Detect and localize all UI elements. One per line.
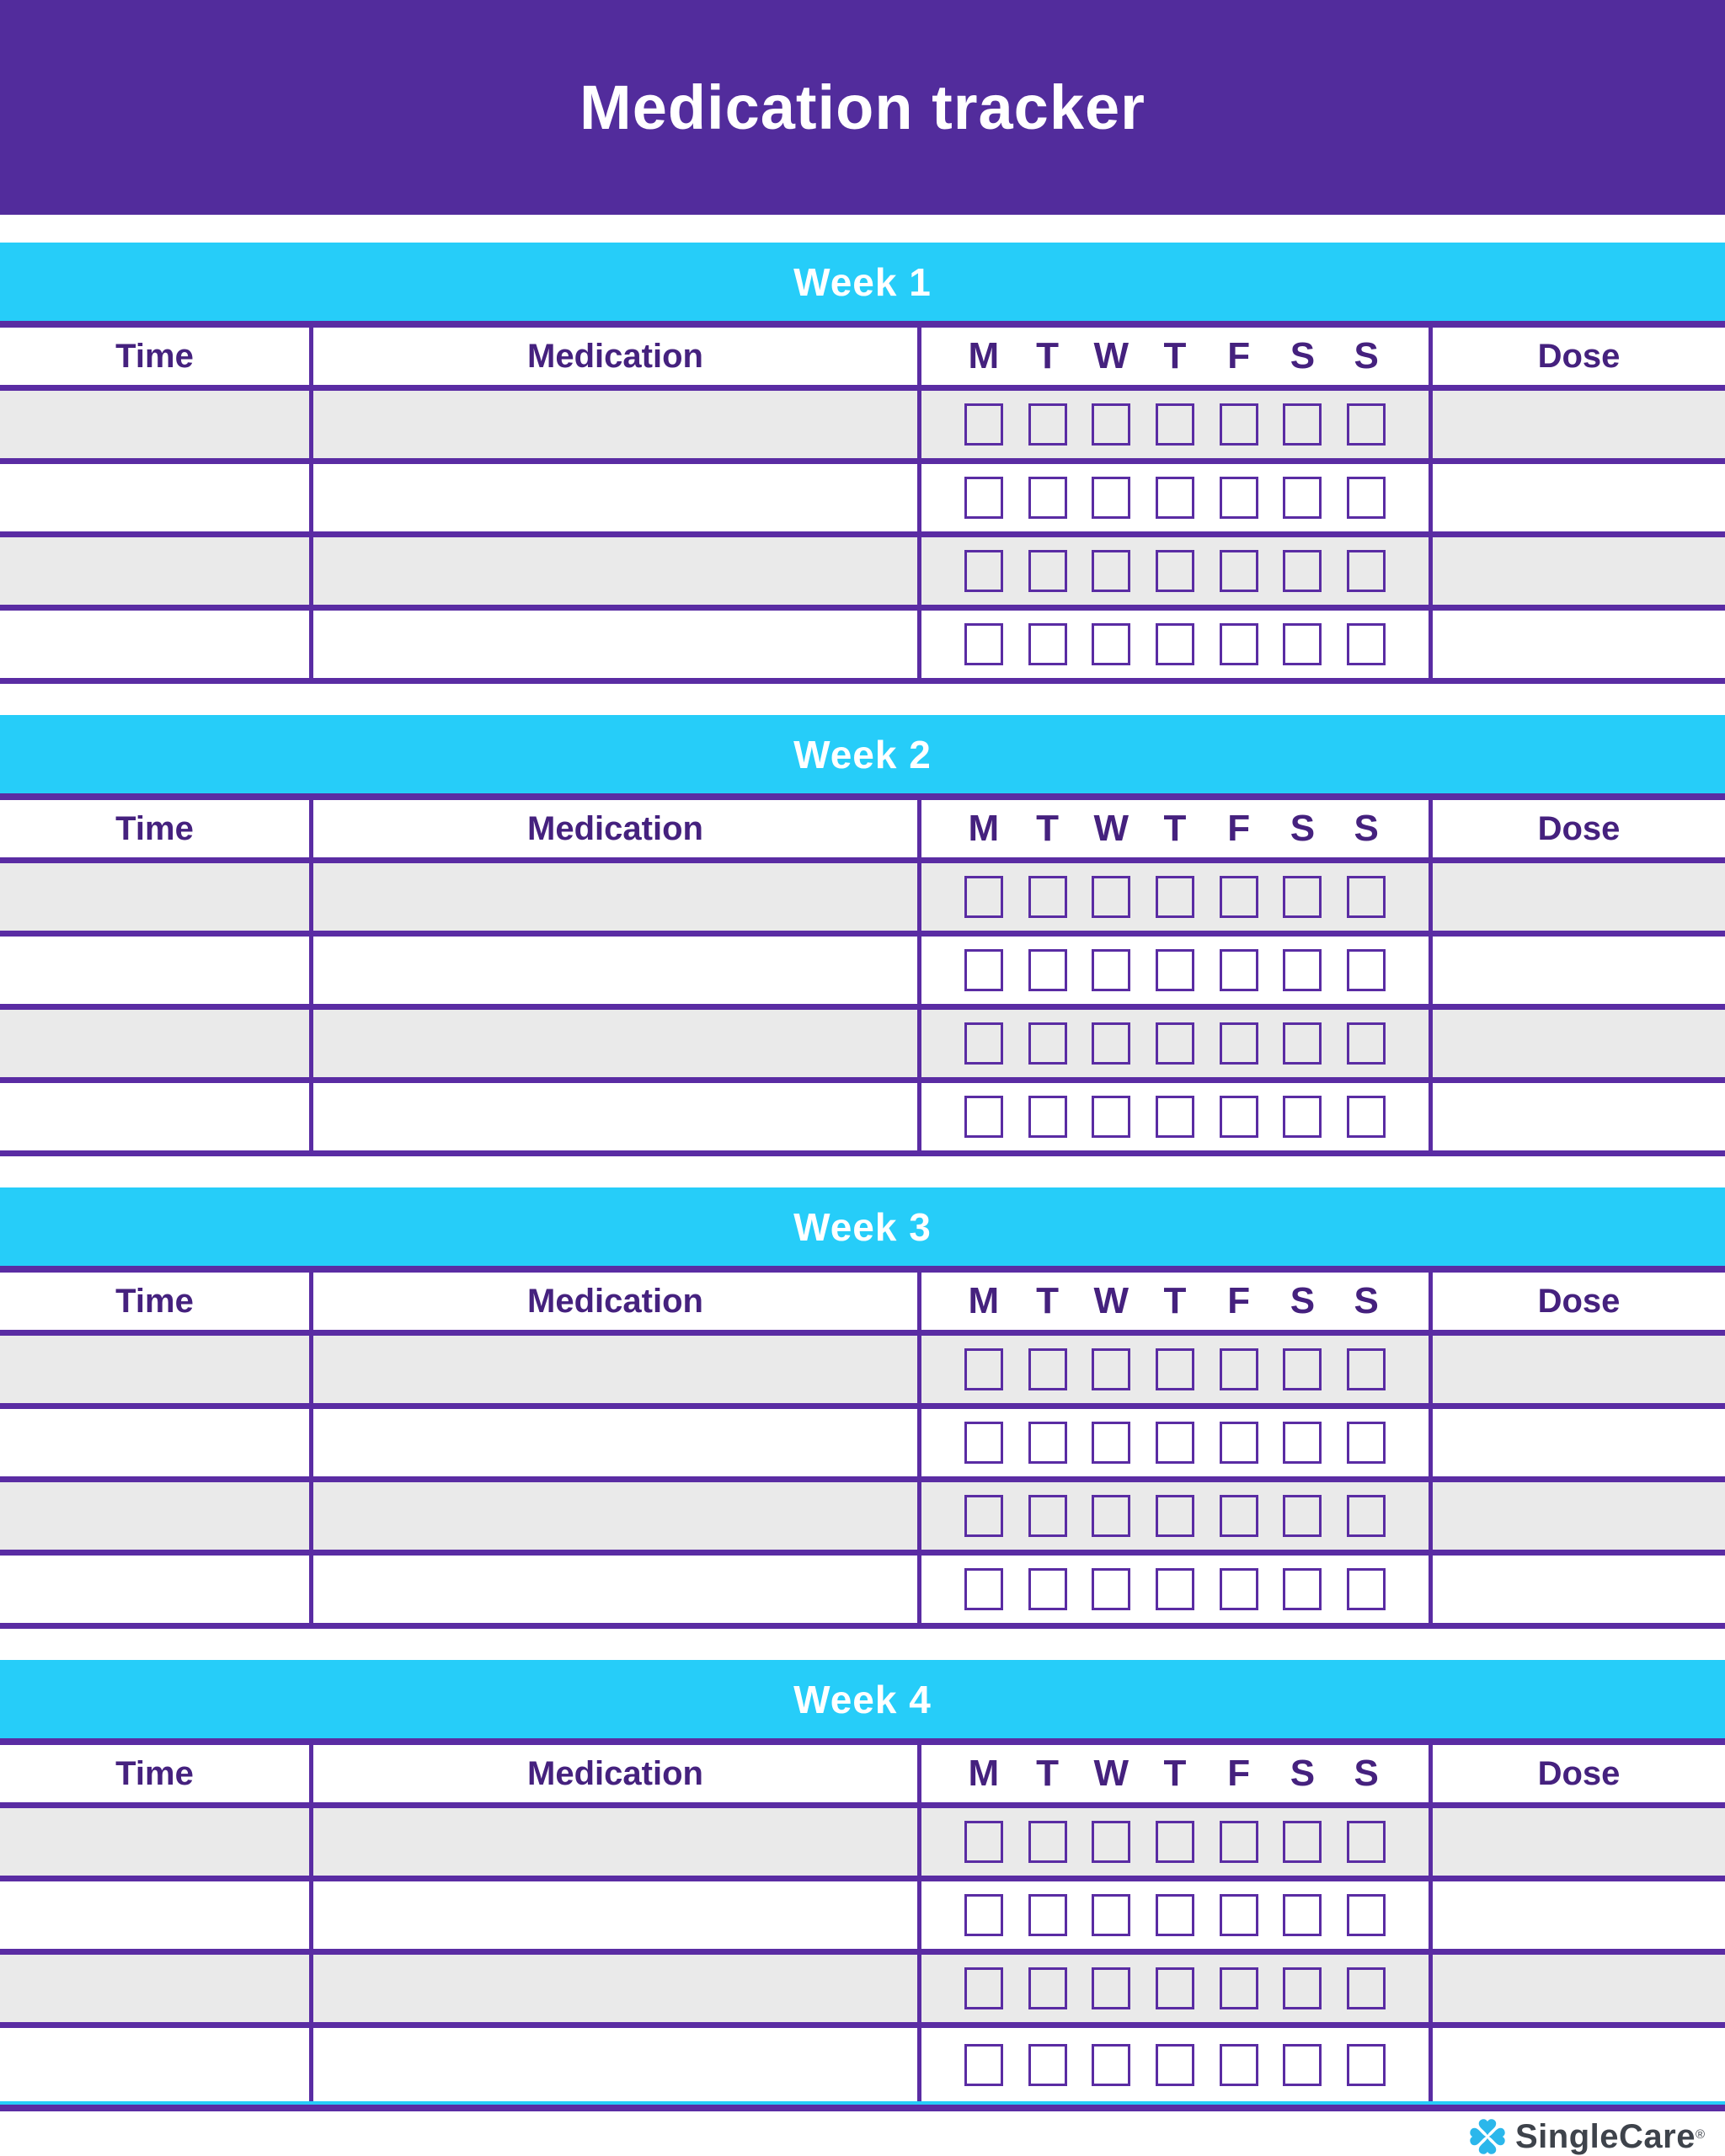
week-4-row-1-time-field[interactable] [0,1808,313,1876]
week-1-row-2 [0,464,1725,537]
week-4-row-3-checkbox-5-f[interactable] [1220,1967,1258,2009]
week-2-row-3-dose-field[interactable] [1433,1010,1725,1077]
week-1-row-4-medication-field[interactable] [313,611,921,678]
week-4-row-1 [0,1808,1725,1881]
week-3-row-1-checkbox-1-m[interactable] [964,1348,1003,1390]
week-3-row-3-time-field[interactable] [0,1482,313,1550]
day-header-7-s: S [1354,808,1379,849]
week-4-row-4 [0,2028,1725,2101]
day-header-3-w: W [1093,335,1130,376]
week-3-row-4-checkbox-1-m[interactable] [964,1568,1003,1610]
week-3-row-3-checkbox-4-t[interactable] [1156,1495,1194,1537]
day-header-3-w: W [1093,808,1130,849]
week-3-row-4-medication-field[interactable] [313,1556,921,1623]
day-header-2-t: T [1036,1280,1059,1321]
week-4-row-3-checkbox-6-s[interactable] [1283,1967,1322,2009]
week-3-row-4-checkbox-3-w[interactable] [1092,1568,1130,1610]
week-4-row-1-checkbox-6-s[interactable] [1283,1821,1322,1863]
footer [0,2111,1725,2156]
week-3-row-1-checkbox-6-s[interactable] [1283,1348,1322,1390]
week-3-row-4-checkbox-7-s[interactable] [1347,1568,1386,1610]
week-3-day-column-headers [921,1273,1433,1330]
week-2-row-3-checkbox-7-s[interactable] [1347,1022,1386,1065]
day-header-5-f: F [1227,808,1251,849]
week-2-row-1-checkbox-5-f[interactable] [1220,876,1258,918]
week-3-row-2-checkbox-1-m[interactable] [964,1422,1003,1464]
week-2-row-4-dose-field[interactable] [1433,1083,1725,1150]
week-2-row-1-checkbox-1-m[interactable] [964,876,1003,918]
week-4-row-2-medication-field[interactable] [313,1881,921,1949]
week-2-row-2-checkbox-2-t[interactable] [1028,949,1067,991]
week-4-row-2-dose-field[interactable] [1433,1881,1725,1949]
week-1-row-1-checkbox-6-s[interactable] [1283,403,1322,446]
week-1-row-4-checkbox-7-s[interactable] [1347,623,1386,665]
week-3-row-4 [0,1556,1725,1629]
week-3-row-2-checkbox-6-s[interactable] [1283,1422,1322,1464]
week-3-row-1-checkbox-2-t[interactable] [1028,1348,1067,1390]
week-2-section [0,715,1725,1156]
week-4-banner [0,1660,1725,1738]
singlecare-clover-icon [1468,2117,1507,2156]
day-header-4-t: T [1163,808,1187,849]
week-3-row-1-checkbox-3-w[interactable] [1092,1348,1130,1390]
week-2-row-3 [0,1010,1725,1083]
week-4-row-4-dose-field[interactable] [1433,2028,1725,2101]
week-1-row-3-checkbox-3-w[interactable] [1092,550,1130,592]
week-2-row-1-checkbox-6-s[interactable] [1283,876,1322,918]
week-1-row-3-day-checkboxes [921,537,1433,605]
week-2-row-2 [0,937,1725,1010]
week-1-dose-column-header: Dose [1537,337,1621,375]
week-4-row-3-day-checkboxes [921,1955,1433,2022]
week-4-row-3-checkbox-7-s[interactable] [1347,1967,1386,2009]
week-4-row-3-checkbox-3-w[interactable] [1092,1967,1130,2009]
week-1-row-1-checkbox-4-t[interactable] [1156,403,1194,446]
week-4-time-column-header: Time [0,1745,313,1802]
week-1-row-2-medication-field[interactable] [313,464,921,531]
week-3-row-1-medication-field[interactable] [313,1336,921,1403]
week-1-row-3 [0,537,1725,611]
week-1-section [0,243,1725,684]
week-3-row-2-dose-field[interactable] [1433,1409,1725,1476]
day-header-3-w: W [1093,1280,1130,1321]
week-4-row-3-checkbox-1-m[interactable] [964,1967,1003,2009]
week-1-row-1-checkbox-5-f[interactable] [1220,403,1258,446]
week-3-row-3-checkbox-5-f[interactable] [1220,1495,1258,1537]
week-2-row-4-checkbox-5-f[interactable] [1220,1096,1258,1138]
week-2-row-1-medication-field[interactable] [313,863,921,931]
day-header-5-f: F [1227,335,1251,376]
week-4-column-header-row [0,1738,1725,1808]
week-1-row-2-checkbox-6-s[interactable] [1283,477,1322,519]
week-2-row-2-dose-field[interactable] [1433,937,1725,1004]
week-1-row-1-checkbox-1-m[interactable] [964,403,1003,446]
week-1-column-header-row [0,321,1725,391]
week-1-row-3-medication-field[interactable] [313,537,921,605]
week-4-row-2-checkbox-4-t[interactable] [1156,1894,1194,1936]
week-2-row-2-checkbox-6-s[interactable] [1283,949,1322,991]
week-4-label: Week 4 [793,1677,932,1721]
week-3-row-2-day-checkboxes [921,1409,1433,1476]
week-1-time-column-header: Time [0,328,313,385]
week-3-row-3-checkbox-1-m[interactable] [964,1495,1003,1537]
week-2-row-2-medication-field[interactable] [313,937,921,1004]
week-4-section [0,1660,1725,2101]
week-2-time-column-header: Time [0,800,313,857]
week-3-row-2-checkbox-7-s[interactable] [1347,1422,1386,1464]
day-header-6-s: S [1290,808,1316,849]
day-header-2-t: T [1036,335,1059,376]
week-1-row-1 [0,391,1725,464]
week-4-row-1-checkbox-2-t[interactable] [1028,1821,1067,1863]
week-4-dose-column-header: Dose [1537,1754,1621,1792]
week-2-label: Week 2 [793,732,932,776]
week-2-medication-column-header: Medication [313,800,921,857]
week-4-row-3-time-field[interactable] [0,1955,313,2022]
week-1-row-1-time-field[interactable] [0,391,313,458]
week-3-row-4-checkbox-5-f[interactable] [1220,1568,1258,1610]
week-3-time-column-header: Time [0,1273,313,1330]
week-2-row-1-checkbox-2-t[interactable] [1028,876,1067,918]
week-4-medication-column-header: Medication [313,1745,921,1802]
week-3-row-4-checkbox-6-s[interactable] [1283,1568,1322,1610]
week-4-row-2-checkbox-5-f[interactable] [1220,1894,1258,1936]
week-2-row-4 [0,1083,1725,1156]
week-1-row-3-time-field[interactable] [0,537,313,605]
week-4-row-4-checkbox-1-m[interactable] [964,2044,1003,2086]
week-2-row-4-checkbox-6-s[interactable] [1283,1096,1322,1138]
day-header-2-t: T [1036,1753,1059,1794]
week-1-row-3-checkbox-4-t[interactable] [1156,550,1194,592]
week-1-row-1-checkbox-2-t[interactable] [1028,403,1067,446]
week-1-row-4-day-checkboxes [921,611,1433,678]
week-2-row-2-checkbox-4-t[interactable] [1156,949,1194,991]
week-2-banner [0,715,1725,793]
day-header-7-s: S [1354,335,1379,376]
week-1-row-2-checkbox-7-s[interactable] [1347,477,1386,519]
week-3-row-2-checkbox-2-t[interactable] [1028,1422,1067,1464]
week-3-row-2 [0,1409,1725,1482]
week-4-day-column-headers [921,1745,1433,1802]
week-4-row-2-checkbox-1-m[interactable] [964,1894,1003,1936]
week-2-row-2-day-checkboxes [921,937,1433,1004]
day-header-7-s: S [1354,1280,1379,1321]
week-1-row-1-day-checkboxes [921,391,1433,458]
week-2-row-1-checkbox-7-s[interactable] [1347,876,1386,918]
tracker-body [0,243,1725,2111]
week-1-row-4-checkbox-6-s[interactable] [1283,623,1322,665]
week-4-row-4-checkbox-6-s[interactable] [1283,2044,1322,2086]
week-3-row-4-checkbox-4-t[interactable] [1156,1568,1194,1610]
week-2-row-3-medication-field[interactable] [313,1010,921,1077]
week-3-row-1-day-checkboxes [921,1336,1433,1403]
week-3-row-3-dose-field[interactable] [1433,1482,1725,1550]
week-4-row-4-day-checkboxes [921,2028,1433,2101]
week-2-row-4-time-field[interactable] [0,1083,313,1150]
week-3-row-1-dose-field[interactable] [1433,1336,1725,1403]
week-1-row-4-checkbox-5-f[interactable] [1220,623,1258,665]
week-1-row-3-checkbox-1-m[interactable] [964,550,1003,592]
week-4-row-1-checkbox-7-s[interactable] [1347,1821,1386,1863]
week-1-row-4-checkbox-3-w[interactable] [1092,623,1130,665]
week-1-row-1-checkbox-7-s[interactable] [1347,403,1386,446]
week-4-row-4-checkbox-3-w[interactable] [1092,2044,1130,2086]
day-header-1-m: M [968,808,1000,849]
week-4-row-2 [0,1881,1725,1955]
week-1-banner [0,243,1725,321]
week-2-row-3-checkbox-6-s[interactable] [1283,1022,1322,1065]
week-2-row-1 [0,863,1725,937]
day-header-6-s: S [1290,1753,1316,1794]
day-header-1-m: M [968,335,1000,376]
week-3-row-3-checkbox-6-s[interactable] [1283,1495,1322,1537]
week-4-row-1-checkbox-3-w[interactable] [1092,1821,1130,1863]
week-2-row-3-checkbox-2-t[interactable] [1028,1022,1067,1065]
week-1-row-3-checkbox-7-s[interactable] [1347,550,1386,592]
week-4-row-3-dose-field[interactable] [1433,1955,1725,2022]
week-1-row-4-checkbox-1-m[interactable] [964,623,1003,665]
week-4-row-4-checkbox-5-f[interactable] [1220,2044,1258,2086]
brand-name: SingleCare [1514,2117,1696,2155]
week-3-row-4-time-field[interactable] [0,1556,313,1623]
week-4-row-3-checkbox-4-t[interactable] [1156,1967,1194,2009]
week-2-row-4-day-checkboxes [921,1083,1433,1150]
week-4-row-2-checkbox-3-w[interactable] [1092,1894,1130,1936]
week-3-row-1 [0,1336,1725,1409]
week-1-row-4-checkbox-2-t[interactable] [1028,623,1067,665]
week-1-row-1-dose-field[interactable] [1433,391,1725,458]
week-3-row-1-checkbox-4-t[interactable] [1156,1348,1194,1390]
week-3-row-2-time-field[interactable] [0,1409,313,1476]
week-3-row-1-checkbox-7-s[interactable] [1347,1348,1386,1390]
week-2-row-2-time-field[interactable] [0,937,313,1004]
week-2-row-3-time-field[interactable] [0,1010,313,1077]
week-2-row-1-checkbox-3-w[interactable] [1092,876,1130,918]
week-2-row-2-checkbox-7-s[interactable] [1347,949,1386,991]
week-4-row-4-checkbox-2-t[interactable] [1028,2044,1067,2086]
week-1-row-2-checkbox-4-t[interactable] [1156,477,1194,519]
week-4-row-2-checkbox-6-s[interactable] [1283,1894,1322,1936]
week-3-row-3-checkbox-2-t[interactable] [1028,1495,1067,1537]
week-1-row-4 [0,611,1725,684]
week-2-row-1-time-field[interactable] [0,863,313,931]
day-header-4-t: T [1163,1280,1187,1321]
week-4-row-1-dose-field[interactable] [1433,1808,1725,1876]
day-header-5-f: F [1227,1753,1251,1794]
week-1-row-4-checkbox-4-t[interactable] [1156,623,1194,665]
week-1-row-4-time-field[interactable] [0,611,313,678]
week-1-row-4-dose-field[interactable] [1433,611,1725,678]
week-2-row-4-checkbox-7-s[interactable] [1347,1096,1386,1138]
week-4-row-1-checkbox-5-f[interactable] [1220,1821,1258,1863]
week-3-column-header-row [0,1266,1725,1336]
week-1-row-2-checkbox-2-t[interactable] [1028,477,1067,519]
week-3-dose-column-header: Dose [1537,1282,1621,1320]
week-1-row-2-checkbox-3-w[interactable] [1092,477,1130,519]
week-4-row-2-day-checkboxes [921,1881,1433,1949]
day-header-6-s: S [1290,1280,1316,1321]
week-4-row-3-medication-field[interactable] [313,1955,921,2022]
week-4-row-4-checkbox-4-t[interactable] [1156,2044,1194,2086]
week-3-row-2-checkbox-3-w[interactable] [1092,1422,1130,1464]
week-3-section [0,1187,1725,1629]
week-3-row-3-day-checkboxes [921,1482,1433,1550]
week-3-row-3-checkbox-3-w[interactable] [1092,1495,1130,1537]
week-4-row-1-day-checkboxes [921,1808,1433,1876]
week-1-row-3-checkbox-2-t[interactable] [1028,550,1067,592]
week-4-row-3 [0,1955,1725,2028]
week-2-row-3-day-checkboxes [921,1010,1433,1077]
day-header-4-t: T [1163,1753,1187,1794]
week-4-row-2-checkbox-2-t[interactable] [1028,1894,1067,1936]
week-3-row-1-checkbox-5-f[interactable] [1220,1348,1258,1390]
week-3-row-1-time-field[interactable] [0,1336,313,1403]
week-2-row-1-day-checkboxes [921,863,1433,931]
week-4-row-4-time-field[interactable] [0,2028,313,2101]
week-2-row-3-checkbox-1-m[interactable] [964,1022,1003,1065]
week-2-dose-column-header: Dose [1537,809,1621,847]
week-2-row-3-checkbox-4-t[interactable] [1156,1022,1194,1065]
week-4-row-3-checkbox-2-t[interactable] [1028,1967,1067,2009]
day-header-1-m: M [968,1280,1000,1321]
day-header-7-s: S [1354,1753,1379,1794]
week-4-row-1-checkbox-1-m[interactable] [964,1821,1003,1863]
week-2-row-2-checkbox-3-w[interactable] [1092,949,1130,991]
week-1-row-1-medication-field[interactable] [313,391,921,458]
week-1-row-2-checkbox-1-m[interactable] [964,477,1003,519]
week-2-row-4-checkbox-2-t[interactable] [1028,1096,1067,1138]
week-1-label: Week 1 [793,259,932,304]
day-header-4-t: T [1163,335,1187,376]
week-1-row-2-time-field[interactable] [0,464,313,531]
week-4-row-2-checkbox-7-s[interactable] [1347,1894,1386,1936]
week-1-row-1-checkbox-3-w[interactable] [1092,403,1130,446]
day-header-5-f: F [1227,1280,1251,1321]
day-header-2-t: T [1036,808,1059,849]
week-1-row-3-checkbox-6-s[interactable] [1283,550,1322,592]
week-2-day-column-headers [921,800,1433,857]
page-title: Medication tracker [579,72,1146,142]
table-bottom-purple-rule [0,2105,1725,2111]
week-1-row-2-day-checkboxes [921,464,1433,531]
week-1-row-2-dose-field[interactable] [1433,464,1725,531]
week-2-row-4-checkbox-3-w[interactable] [1092,1096,1130,1138]
week-4-row-4-medication-field[interactable] [313,2028,921,2101]
week-4-row-2-time-field[interactable] [0,1881,313,1949]
week-4-row-1-medication-field[interactable] [313,1808,921,1876]
day-header-1-m: M [968,1753,1000,1794]
week-1-medication-column-header: Medication [313,328,921,385]
week-2-row-1-dose-field[interactable] [1433,863,1725,931]
week-3-row-4-checkbox-2-t[interactable] [1028,1568,1067,1610]
week-3-row-3 [0,1482,1725,1556]
week-3-row-4-day-checkboxes [921,1556,1433,1623]
week-2-row-4-medication-field[interactable] [313,1083,921,1150]
registered-trademark-symbol: ® [1695,2127,1705,2142]
week-3-row-2-medication-field[interactable] [313,1409,921,1476]
week-2-row-4-checkbox-1-m[interactable] [964,1096,1003,1138]
week-2-row-3-checkbox-5-f[interactable] [1220,1022,1258,1065]
week-4-row-1-checkbox-4-t[interactable] [1156,1821,1194,1863]
page-header-banner [0,0,1725,215]
week-3-row-3-medication-field[interactable] [313,1482,921,1550]
week-2-row-3-checkbox-3-w[interactable] [1092,1022,1130,1065]
week-3-medication-column-header: Medication [313,1273,921,1330]
week-2-row-4-checkbox-4-t[interactable] [1156,1096,1194,1138]
brand-wordmark [1515,2118,1705,2156]
day-header-3-w: W [1093,1753,1130,1794]
week-1-day-column-headers [921,328,1433,385]
week-3-row-4-dose-field[interactable] [1433,1556,1725,1623]
week-2-row-2-checkbox-1-m[interactable] [964,949,1003,991]
week-1-row-2-checkbox-5-f[interactable] [1220,477,1258,519]
week-3-row-2-checkbox-4-t[interactable] [1156,1422,1194,1464]
week-1-row-3-dose-field[interactable] [1433,537,1725,605]
week-2-row-2-checkbox-5-f[interactable] [1220,949,1258,991]
week-2-column-header-row [0,793,1725,863]
week-1-row-3-checkbox-5-f[interactable] [1220,550,1258,592]
week-3-label: Week 3 [793,1204,932,1249]
week-4-row-4-checkbox-7-s[interactable] [1347,2044,1386,2086]
week-2-row-1-checkbox-4-t[interactable] [1156,876,1194,918]
week-3-row-3-checkbox-7-s[interactable] [1347,1495,1386,1537]
day-header-6-s: S [1290,335,1316,376]
week-3-row-2-checkbox-5-f[interactable] [1220,1422,1258,1464]
week-3-banner [0,1187,1725,1266]
